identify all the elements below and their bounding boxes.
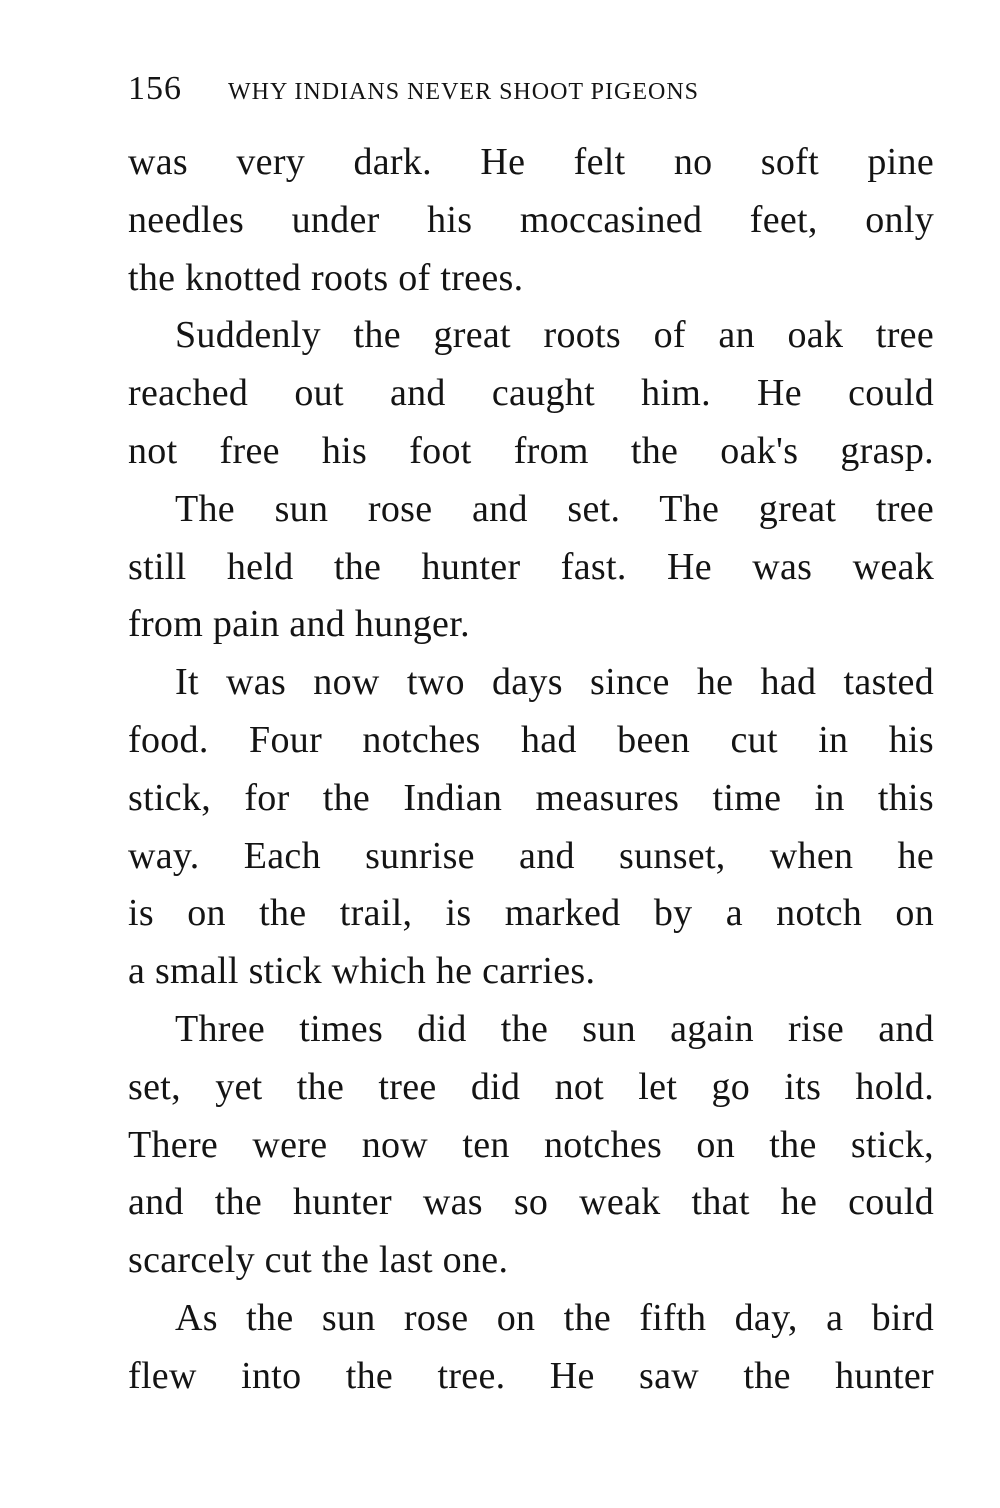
text-line: It was now two days since he had tasted <box>175 661 934 704</box>
text-line: reached out and caught him. He could <box>128 372 934 415</box>
text-line: the knotted roots of trees. <box>128 256 524 299</box>
text-line: is on the trail, is marked by a notch on <box>128 892 934 935</box>
text-line: Three times did the sun again rise and <box>175 1007 934 1050</box>
text-line: stick, for the Indian measures time in this <box>128 776 934 819</box>
text-line: scarcely cut the last one. <box>128 1239 509 1282</box>
text-line: As the sun rose on the fifth day, a bird <box>175 1296 934 1339</box>
text-line: set, yet the tree did not let go its hold. <box>128 1065 934 1108</box>
text-line: a small stick which he carries. <box>128 950 596 993</box>
text-line: from pain and hunger. <box>128 603 470 646</box>
text-line: There were now ten notches on the stick, <box>128 1123 934 1166</box>
text-line: Suddenly the great roots of an oak tree <box>175 314 934 357</box>
text-line: not free his foot from the oak's grasp. <box>128 429 934 472</box>
text-line: needles under his moccasined feet, only <box>128 198 934 241</box>
text-line: still held the hunter fast. He was weak <box>128 545 934 588</box>
text-line: The sun rose and set. The great tree <box>175 487 934 530</box>
running-title: WHY INDIANS NEVER SHOOT PIGEONS <box>228 79 699 105</box>
text-line: and the hunter was so weak that he could <box>128 1181 934 1224</box>
body-text <box>128 134 934 1406</box>
text-line: was very dark. He felt no soft pine <box>128 141 934 183</box>
text-line: way. Each sunrise and sunset, when he <box>128 834 934 877</box>
text-line: food. Four notches had been cut in his <box>128 718 934 761</box>
page-number: 156 <box>128 70 182 107</box>
running-head <box>128 70 818 110</box>
text-line: flew into the tree. He saw the hunter <box>128 1354 934 1397</box>
